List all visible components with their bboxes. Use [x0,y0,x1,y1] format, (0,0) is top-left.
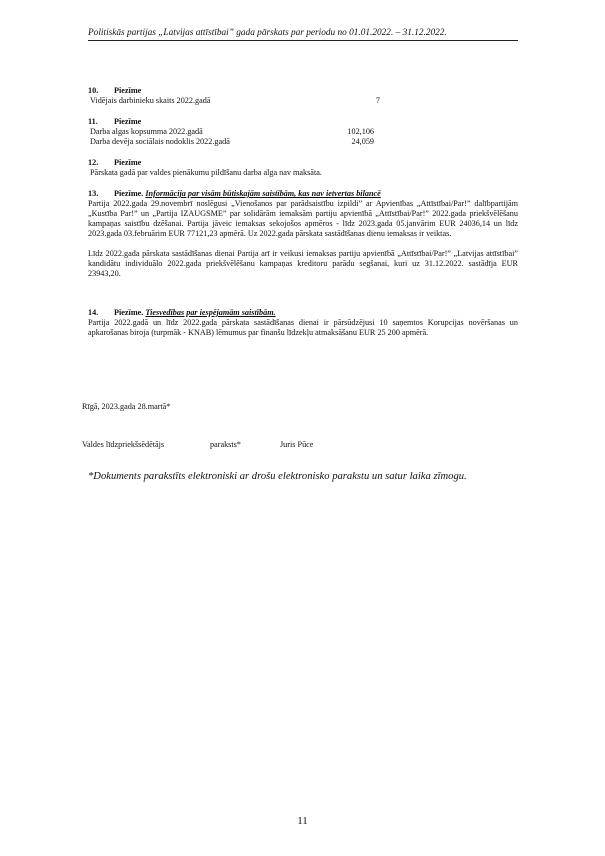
note-13-subtitle: Informācija par visām būtiskajām saistībām, kas nav ietvertas bilancē [145,189,381,198]
note-10-row-value: 7 [375,96,380,105]
note-13-title: Piezīme. [114,189,144,198]
note-11-title: Piezīme [114,117,142,126]
note-11-row-label: Darba devēja sociālais nodoklis 2022.gadā [90,137,230,146]
signature-row [82,440,512,452]
note-14-number: 14. [88,308,99,317]
page-number: 11 [297,815,308,827]
note-14-subtitle: Tiesvedības par iespējamām saistībām. [145,308,276,317]
signatory-name: Juris Pūce [280,440,314,449]
note-14-title: Piezīme. [114,308,144,317]
page-header: Politiskās partijas „Latvijas attīstībai” gada pārskats par periodu no 01.01.2022. – 31.12.2022. [88,28,518,41]
note-10-row [88,96,518,106]
note-12-text: Pārskata gadā par valdes pienākumu pildīšanu darba alga nav maksāta. [90,168,322,177]
note-11-row-value: 24,059 [351,137,374,146]
note-13 [88,189,518,279]
note-10-number: 10. [88,86,99,95]
note-13-paragraph-1: Partija 2022.gada 29.novembrī noslēgusi „Vienošanos par parādsaistību izpildi” ar Apvienības „Attīstībai/Par!” dalībpartijām „Kustība Par!” un „Partija IZAUGSME” par solidārām iemaksām partiju apvienībā „Attīstībai/Par!” 2022.gada priekšvēlēšanu kampaņas saistību dzēšanai. Partija jāveic iemaksas sekojošos apmēros - līdz 2023.gada 05.janvārim EUR 24036,14 un līdz 2023.gada 03.februārim EUR 77121,23 apmērā. Uz 2022.gada pārskata sastādīšanas dienu iemaksas ir veiktas. [88,199,518,238]
note-13-number: 13. [88,189,99,198]
note-10-row-label: Vidējais darbinieku skaits 2022.gadā [90,96,211,105]
signatory-role: Valdes līdzpriekšsēdētājs [82,440,165,449]
note-12-title: Piezīme [114,158,142,167]
note-12-number: 12. [88,158,99,167]
note-11 [88,117,518,147]
note-10-title: Piezīme [114,86,142,95]
note-11-number: 11. [88,117,98,126]
note-14-paragraph: Partija 2022.gadā un līdz 2022.gada pārskata sastādīšanas dienai ir pārsūdzējusi 10 saņemtos Korupcijas novēršanas un apkarošanas biroja (turpmāk - KNAB) lēmumus par finanšu līdzekļu atmaksāšanu EUR 25 200 apmērā. [88,318,518,337]
note-13-paragraph-2: Līdz 2022.gada pārskata sastādīšanas dienai Partija arī ir veikusi iemaksas partiju apvienībā „Attīstībai/Par!” „Latvijas attīstībai” kandidātu individuālo 2022.gada priekšvēlēšanu kampaņas kreditoru parādu segšanai, kuri uz 31.12.2022. sastādīja EUR 23943,20. [88,249,518,278]
e-signature-footnote: *Dokuments parakstīts elektroniski ar drošu elektronisko parakstu un satur laika zīmogu. [88,471,467,482]
note-12 [88,158,518,178]
note-11-row-value: 102,106 [347,127,374,136]
signature-mark: paraksts* [210,440,241,449]
note-14 [88,308,518,338]
note-11-row-label: Darba algas kopsumma 2022.gadā [90,127,203,136]
note-11-row [88,137,518,147]
note-10 [88,86,518,106]
place-date: Rīgā, 2023.gada 28.martā* [82,402,171,411]
note-11-row [88,127,518,137]
